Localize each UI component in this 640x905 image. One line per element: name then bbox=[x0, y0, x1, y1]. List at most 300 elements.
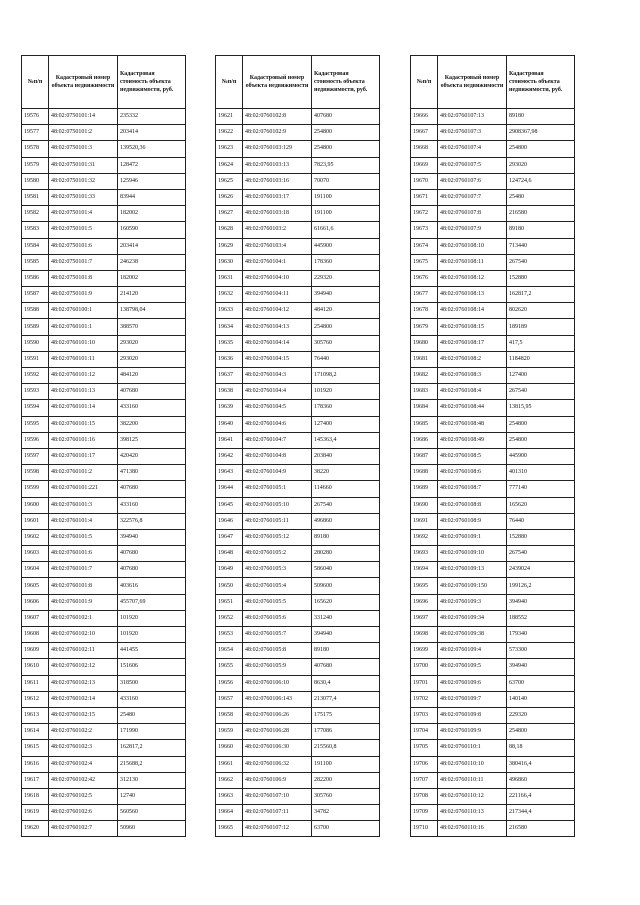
cadastral-number: 48:02:0750101:5 bbox=[49, 222, 118, 238]
cadastral-number: 48:02:0760107:6 bbox=[438, 173, 507, 189]
column-header-cadastral-number: Кадастровый номер объекта недвижимости bbox=[243, 56, 312, 109]
row-number: 19601 bbox=[22, 513, 49, 529]
cadastral-number: 48:02:0760107:12 bbox=[243, 821, 312, 837]
row-number: 19596 bbox=[22, 432, 49, 448]
table-row bbox=[411, 351, 575, 367]
table-row bbox=[411, 756, 575, 772]
row-number: 19579 bbox=[22, 157, 49, 173]
cadastral-cost: 89180 bbox=[507, 222, 575, 238]
table-row bbox=[411, 610, 575, 626]
table-row bbox=[216, 173, 380, 189]
cadastral-number: 48:02:0760108:49 bbox=[438, 432, 507, 448]
cadastral-cost: 331240 bbox=[312, 610, 380, 626]
row-number: 19663 bbox=[216, 788, 243, 804]
cadastral-number: 48:02:0760102:9 bbox=[243, 125, 312, 141]
row-number: 19621 bbox=[216, 109, 243, 125]
cadastral-cost: 802620 bbox=[507, 303, 575, 319]
table-row bbox=[216, 432, 380, 448]
cadastral-number: 48:02:0760101:12 bbox=[49, 368, 118, 384]
table-row bbox=[411, 222, 575, 238]
cadastral-cost: 229320 bbox=[312, 270, 380, 286]
cadastral-number: 48:02:0760104:15 bbox=[243, 351, 312, 367]
cadastral-number: 48:02:0760101:7 bbox=[49, 562, 118, 578]
table-row bbox=[216, 465, 380, 481]
table-row bbox=[216, 400, 380, 416]
cadastral-cost: 1184820 bbox=[507, 351, 575, 367]
cadastral-cost: 445900 bbox=[507, 448, 575, 464]
row-number: 19585 bbox=[22, 254, 49, 270]
row-number: 19631 bbox=[216, 270, 243, 286]
cadastral-cost: 217344,4 bbox=[507, 805, 575, 821]
cadastral-cost: 127400 bbox=[312, 416, 380, 432]
row-number: 19708 bbox=[411, 788, 438, 804]
table-row bbox=[216, 659, 380, 675]
table-row bbox=[411, 740, 575, 756]
column-header-cadastral-cost: Кадастровая стоимость объекта недвижимости, руб. bbox=[118, 56, 186, 109]
table-row bbox=[411, 384, 575, 400]
cadastral-number: 48:02:0760103:18 bbox=[243, 206, 312, 222]
cadastral-number: 48:02:0760109:6 bbox=[438, 675, 507, 691]
cadastral-number: 48:02:0760108:48 bbox=[438, 416, 507, 432]
cadastral-number: 48:02:0760106:9 bbox=[243, 772, 312, 788]
table-row bbox=[411, 788, 575, 804]
cadastral-cost: 165620 bbox=[312, 594, 380, 610]
row-number: 19690 bbox=[411, 497, 438, 513]
cadastral-number: 48:02:0760101:1 bbox=[49, 319, 118, 335]
table-row bbox=[216, 254, 380, 270]
header-row bbox=[411, 56, 575, 109]
table-row bbox=[216, 707, 380, 723]
cadastral-cost: 254800 bbox=[507, 432, 575, 448]
cadastral-number: 48:02:0760107:5 bbox=[438, 157, 507, 173]
cadastral-number: 48:02:0760105:10 bbox=[243, 497, 312, 513]
column-header-number: №п/п bbox=[411, 56, 438, 109]
cadastral-number: 48:02:0760109:1 bbox=[438, 529, 507, 545]
cadastral-number: 48:02:0760108:12 bbox=[438, 270, 507, 286]
cadastral-number: 48:02:0760108:17 bbox=[438, 335, 507, 351]
table-row bbox=[216, 335, 380, 351]
cadastral-number: 48:02:0760104:12 bbox=[243, 303, 312, 319]
cadastral-cost: 8630,4 bbox=[312, 675, 380, 691]
cadastral-number: 48:02:0760104:8 bbox=[243, 448, 312, 464]
row-number: 19629 bbox=[216, 238, 243, 254]
cadastral-number: 48:02:0760106:26 bbox=[243, 707, 312, 723]
row-number: 19694 bbox=[411, 562, 438, 578]
table-row bbox=[22, 206, 186, 222]
cadastral-number: 48:02:0760109:9 bbox=[438, 724, 507, 740]
cadastral-cost: 394940 bbox=[507, 594, 575, 610]
row-number: 19696 bbox=[411, 594, 438, 610]
cadastral-cost: 2908367,98 bbox=[507, 125, 575, 141]
cadastral-number: 48:02:0760106:143 bbox=[243, 691, 312, 707]
cadastral-number: 48:02:0760101:3 bbox=[49, 497, 118, 513]
row-number: 19675 bbox=[411, 254, 438, 270]
cadastral-cost: 101920 bbox=[118, 627, 186, 643]
cadastral-number: 48:02:0760110:1 bbox=[438, 740, 507, 756]
cadastral-cost: 382200 bbox=[118, 416, 186, 432]
cadastral-number: 48:02:0760106:10 bbox=[243, 675, 312, 691]
row-number: 19697 bbox=[411, 610, 438, 626]
row-number: 19656 bbox=[216, 675, 243, 691]
row-number: 19627 bbox=[216, 206, 243, 222]
cadastral-number: 48:02:0760103:4 bbox=[243, 238, 312, 254]
row-number: 19686 bbox=[411, 432, 438, 448]
table-row bbox=[22, 724, 186, 740]
table-row bbox=[216, 772, 380, 788]
cadastral-cost: 282200 bbox=[312, 772, 380, 788]
table-row bbox=[216, 643, 380, 659]
cadastral-cost: 417,5 bbox=[507, 335, 575, 351]
cadastral-cost: 433160 bbox=[118, 691, 186, 707]
row-number: 19674 bbox=[411, 238, 438, 254]
cadastral-cost: 124724,6 bbox=[507, 173, 575, 189]
cadastral-cost: 101920 bbox=[312, 384, 380, 400]
table-row bbox=[411, 125, 575, 141]
cadastral-cost: 215688,2 bbox=[118, 756, 186, 772]
cadastral-cost: 2439024 bbox=[507, 562, 575, 578]
cadastral-number: 48:02:0760101:5 bbox=[49, 529, 118, 545]
cadastral-cost: 140140 bbox=[507, 691, 575, 707]
cadastral-cost: 7823,95 bbox=[312, 157, 380, 173]
row-number: 19604 bbox=[22, 562, 49, 578]
cadastral-number: 48:02:0760109:13 bbox=[438, 562, 507, 578]
cadastral-number: 48:02:0760102:12 bbox=[49, 659, 118, 675]
row-number: 19578 bbox=[22, 141, 49, 157]
cadastral-number: 48:02:0760105:2 bbox=[243, 546, 312, 562]
cadastral-number: 48:02:0750101:32 bbox=[49, 173, 118, 189]
cadastral-number: 48:02:0760107:9 bbox=[438, 222, 507, 238]
cadastral-number: 48:02:0760102:7 bbox=[49, 821, 118, 837]
row-number: 19632 bbox=[216, 287, 243, 303]
cadastral-cost: 63700 bbox=[312, 821, 380, 837]
cadastral-number: 48:02:0750101:33 bbox=[49, 189, 118, 205]
row-number: 19647 bbox=[216, 529, 243, 545]
table-row bbox=[216, 157, 380, 173]
cadastral-cost: 191100 bbox=[312, 189, 380, 205]
table-row bbox=[22, 189, 186, 205]
table-row bbox=[216, 287, 380, 303]
cadastre-table-2 bbox=[215, 55, 380, 837]
cadastral-number: 48:02:0760100:1 bbox=[49, 303, 118, 319]
row-number: 19707 bbox=[411, 772, 438, 788]
row-number: 19583 bbox=[22, 222, 49, 238]
cadastral-cost: 433160 bbox=[118, 400, 186, 416]
row-number: 19682 bbox=[411, 368, 438, 384]
row-number: 19635 bbox=[216, 335, 243, 351]
cadastral-cost: 229320 bbox=[507, 707, 575, 723]
row-number: 19688 bbox=[411, 465, 438, 481]
table-row bbox=[216, 513, 380, 529]
table-row bbox=[411, 821, 575, 837]
cadastral-cost: 216580 bbox=[507, 206, 575, 222]
row-number: 19609 bbox=[22, 643, 49, 659]
cadastral-number: 48:02:0760109:34 bbox=[438, 610, 507, 626]
cadastral-number: 48:02:0760110:10 bbox=[438, 756, 507, 772]
cadastral-number: 48:02:0760104:4 bbox=[243, 384, 312, 400]
row-number: 19598 bbox=[22, 465, 49, 481]
cadastral-cost: 178360 bbox=[312, 254, 380, 270]
cadastral-cost: 318500 bbox=[118, 675, 186, 691]
row-number: 19603 bbox=[22, 546, 49, 562]
cadastral-number: 48:02:0750101:3 bbox=[49, 141, 118, 157]
table-row bbox=[411, 448, 575, 464]
cadastral-cost: 394940 bbox=[312, 627, 380, 643]
row-number: 19704 bbox=[411, 724, 438, 740]
row-number: 19658 bbox=[216, 707, 243, 723]
row-number: 19681 bbox=[411, 351, 438, 367]
cadastral-cost: 214120 bbox=[118, 287, 186, 303]
row-number: 19659 bbox=[216, 724, 243, 740]
cadastral-number: 48:02:0760106:32 bbox=[243, 756, 312, 772]
cadastral-cost: 76440 bbox=[312, 351, 380, 367]
row-number: 19623 bbox=[216, 141, 243, 157]
cadastral-cost: 484120 bbox=[118, 368, 186, 384]
cadastral-number: 48:02:0760101:15 bbox=[49, 416, 118, 432]
cadastral-number: 48:02:0760104:7 bbox=[243, 432, 312, 448]
cadastral-number: 48:02:0760108:14 bbox=[438, 303, 507, 319]
table-row bbox=[216, 206, 380, 222]
cadastral-number: 48:02:0760104:14 bbox=[243, 335, 312, 351]
cadastral-cost: 188552 bbox=[507, 610, 575, 626]
cadastral-cost: 305760 bbox=[312, 335, 380, 351]
cadastral-number: 48:02:0760109:8 bbox=[438, 707, 507, 723]
cadastral-cost: 407680 bbox=[312, 659, 380, 675]
table-row bbox=[216, 562, 380, 578]
row-number: 19597 bbox=[22, 448, 49, 464]
cadastral-cost: 139520,36 bbox=[118, 141, 186, 157]
row-number: 19662 bbox=[216, 772, 243, 788]
row-number: 19683 bbox=[411, 384, 438, 400]
table-row bbox=[411, 529, 575, 545]
table-row bbox=[411, 805, 575, 821]
cadastral-number: 48:02:0760108:15 bbox=[438, 319, 507, 335]
cadastral-number: 48:02:0760107:11 bbox=[243, 805, 312, 821]
cadastral-number: 48:02:0760108:3 bbox=[438, 368, 507, 384]
cadastral-cost: 254800 bbox=[507, 141, 575, 157]
row-number: 19655 bbox=[216, 659, 243, 675]
cadastral-cost: 246238 bbox=[118, 254, 186, 270]
table-row bbox=[216, 691, 380, 707]
cadastral-number: 48:02:0760101:13 bbox=[49, 384, 118, 400]
table-row bbox=[216, 756, 380, 772]
row-number: 19679 bbox=[411, 319, 438, 335]
cadastral-cost: 191100 bbox=[312, 756, 380, 772]
cadastral-number: 48:02:0760101:4 bbox=[49, 513, 118, 529]
row-number: 19608 bbox=[22, 627, 49, 643]
cadastral-number: 48:02:0760101:10 bbox=[49, 335, 118, 351]
cadastral-number: 48:02:0760108:7 bbox=[438, 481, 507, 497]
table-row bbox=[22, 270, 186, 286]
row-number: 19628 bbox=[216, 222, 243, 238]
cadastral-number: 48:02:0760102:2 bbox=[49, 724, 118, 740]
cadastral-cost: 89180 bbox=[507, 109, 575, 125]
row-number: 19644 bbox=[216, 481, 243, 497]
cadastral-cost: 76440 bbox=[507, 513, 575, 529]
row-number: 19599 bbox=[22, 481, 49, 497]
cadastral-number: 48:02:0760105:6 bbox=[243, 610, 312, 626]
cadastral-number: 48:02:0760105:7 bbox=[243, 627, 312, 643]
table-row bbox=[22, 238, 186, 254]
table-row bbox=[216, 368, 380, 384]
row-number: 19680 bbox=[411, 335, 438, 351]
table-row bbox=[411, 513, 575, 529]
row-number: 19677 bbox=[411, 287, 438, 303]
cadastral-cost: 203414 bbox=[118, 238, 186, 254]
table-row bbox=[411, 206, 575, 222]
row-number: 19626 bbox=[216, 189, 243, 205]
table-row bbox=[216, 222, 380, 238]
cadastral-number: 48:02:0760110:11 bbox=[438, 772, 507, 788]
cadastral-cost: 267540 bbox=[507, 546, 575, 562]
table-row bbox=[216, 788, 380, 804]
table-row bbox=[22, 303, 186, 319]
table-row bbox=[216, 416, 380, 432]
cadastral-cost: 407680 bbox=[118, 546, 186, 562]
cadastral-number: 48:02:0760108:5 bbox=[438, 448, 507, 464]
row-number: 19582 bbox=[22, 206, 49, 222]
row-number: 19664 bbox=[216, 805, 243, 821]
header-row bbox=[216, 56, 380, 109]
table-row bbox=[411, 400, 575, 416]
cadastral-number: 48:02:0750101:4 bbox=[49, 206, 118, 222]
row-number: 19584 bbox=[22, 238, 49, 254]
row-number: 19671 bbox=[411, 189, 438, 205]
cadastral-cost: 398125 bbox=[118, 432, 186, 448]
table-row bbox=[22, 821, 186, 837]
cadastral-cost: 254800 bbox=[312, 125, 380, 141]
table-row bbox=[22, 594, 186, 610]
table-row bbox=[22, 351, 186, 367]
cadastral-number: 48:02:0760105:9 bbox=[243, 659, 312, 675]
cadastral-number: 48:02:0760108:44 bbox=[438, 400, 507, 416]
table-row bbox=[216, 303, 380, 319]
cadastral-number: 48:02:0760101:16 bbox=[49, 432, 118, 448]
table-row bbox=[411, 724, 575, 740]
table-row bbox=[22, 222, 186, 238]
table-row bbox=[216, 610, 380, 626]
cadastral-number: 48:02:0760108:10 bbox=[438, 238, 507, 254]
cadastral-number: 48:02:0760101:14 bbox=[49, 400, 118, 416]
row-number: 19648 bbox=[216, 546, 243, 562]
row-number: 19580 bbox=[22, 173, 49, 189]
table-row bbox=[411, 173, 575, 189]
row-number: 19687 bbox=[411, 448, 438, 464]
cadastral-number: 48:02:0760105:1 bbox=[243, 481, 312, 497]
cadastral-number: 48:02:0760104:10 bbox=[243, 270, 312, 286]
table-row bbox=[411, 707, 575, 723]
row-number: 19676 bbox=[411, 270, 438, 286]
cadastral-number: 48:02:0760101:8 bbox=[49, 578, 118, 594]
table-row bbox=[216, 109, 380, 125]
table-row bbox=[216, 141, 380, 157]
table-row bbox=[216, 351, 380, 367]
row-number: 19709 bbox=[411, 805, 438, 821]
table-row bbox=[22, 481, 186, 497]
cadastral-cost: 127400 bbox=[507, 368, 575, 384]
row-number: 19672 bbox=[411, 206, 438, 222]
table-row bbox=[411, 465, 575, 481]
cadastral-number: 48:02:0760102:14 bbox=[49, 691, 118, 707]
row-number: 19605 bbox=[22, 578, 49, 594]
table-row bbox=[22, 335, 186, 351]
row-number: 19640 bbox=[216, 416, 243, 432]
cadastral-cost: 293020 bbox=[507, 157, 575, 173]
cadastral-number: 48:02:0760109:150 bbox=[438, 578, 507, 594]
cadastral-cost: 13815,95 bbox=[507, 400, 575, 416]
cadastral-number: 48:02:0760104:11 bbox=[243, 287, 312, 303]
cadastral-cost: 267540 bbox=[312, 497, 380, 513]
cadastral-cost: 322576,8 bbox=[118, 513, 186, 529]
cadastral-number: 48:02:0760104:3 bbox=[243, 368, 312, 384]
column-header-cadastral-number: Кадастровый номер объекта недвижимости bbox=[438, 56, 507, 109]
cadastral-number: 48:02:0760109:10 bbox=[438, 546, 507, 562]
cadastral-number: 48:02:0750101:7 bbox=[49, 254, 118, 270]
cadastral-cost: 407680 bbox=[312, 109, 380, 125]
table-row bbox=[216, 529, 380, 545]
table-row bbox=[216, 821, 380, 837]
cadastral-cost: 152880 bbox=[507, 270, 575, 286]
row-number: 19622 bbox=[216, 125, 243, 141]
table-row bbox=[22, 465, 186, 481]
cadastral-number: 48:02:0760109:5 bbox=[438, 659, 507, 675]
cadastral-cost: 380416,4 bbox=[507, 756, 575, 772]
row-number: 19684 bbox=[411, 400, 438, 416]
row-number: 19591 bbox=[22, 351, 49, 367]
cadastral-cost: 70070 bbox=[312, 173, 380, 189]
table-row bbox=[411, 368, 575, 384]
cadastral-cost: 199126,2 bbox=[507, 578, 575, 594]
row-number: 19650 bbox=[216, 578, 243, 594]
table-row bbox=[22, 772, 186, 788]
row-number: 19642 bbox=[216, 448, 243, 464]
cadastral-cost: 152880 bbox=[507, 529, 575, 545]
table-row bbox=[411, 691, 575, 707]
cadastral-number: 48:02:0760104:6 bbox=[243, 416, 312, 432]
table-row bbox=[411, 481, 575, 497]
cadastral-cost: 560560 bbox=[118, 805, 186, 821]
cadastral-cost: 407680 bbox=[118, 481, 186, 497]
cadastral-cost: 280280 bbox=[312, 546, 380, 562]
row-number: 19611 bbox=[22, 675, 49, 691]
table-row bbox=[22, 788, 186, 804]
cadastral-number: 48:02:0760103:2 bbox=[243, 222, 312, 238]
cadastral-cost: 215560,8 bbox=[312, 740, 380, 756]
row-number: 19594 bbox=[22, 400, 49, 416]
cadastral-number: 48:02:0760104:13 bbox=[243, 319, 312, 335]
row-number: 19685 bbox=[411, 416, 438, 432]
row-number: 19689 bbox=[411, 481, 438, 497]
row-number: 19665 bbox=[216, 821, 243, 837]
cadastral-cost: 312130 bbox=[118, 772, 186, 788]
table-row bbox=[22, 740, 186, 756]
cadastral-number: 48:02:0760103:13 bbox=[243, 157, 312, 173]
cadastral-number: 48:02:0760108:13 bbox=[438, 287, 507, 303]
cadastral-cost: 777140 bbox=[507, 481, 575, 497]
table-row bbox=[216, 578, 380, 594]
cadastral-number: 48:02:0760101:6 bbox=[49, 546, 118, 562]
cadastral-number: 48:02:0760105:8 bbox=[243, 643, 312, 659]
cadastral-cost: 89180 bbox=[312, 529, 380, 545]
cadastral-cost: 203414 bbox=[118, 125, 186, 141]
cadastral-number: 48:02:0760109:3 bbox=[438, 594, 507, 610]
cadastral-number: 48:02:0760105:5 bbox=[243, 594, 312, 610]
table-row bbox=[411, 546, 575, 562]
cadastral-number: 48:02:0760101:221 bbox=[49, 481, 118, 497]
cadastre-table-1 bbox=[21, 55, 186, 837]
cadastral-cost: 496860 bbox=[312, 513, 380, 529]
cadastral-cost: 403616 bbox=[118, 578, 186, 594]
table-row bbox=[216, 805, 380, 821]
